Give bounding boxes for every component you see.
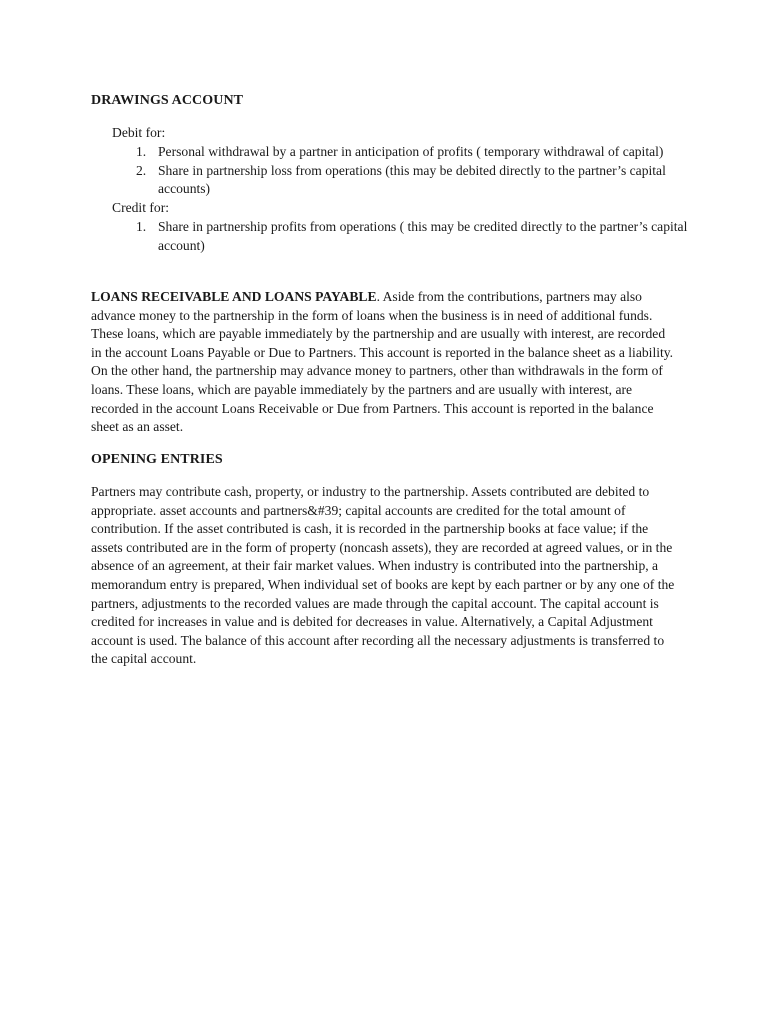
list-item-text: Share in partnership loss from operations (this may be debited directly to the partner’s capital accounts) bbox=[158, 162, 666, 197]
list-item bbox=[112, 143, 692, 162]
list-item bbox=[112, 162, 692, 199]
debit-list bbox=[112, 143, 692, 199]
opening-entries-heading: OPENING ENTRIES bbox=[91, 452, 223, 467]
opening-entries-paragraph: Partners may contribute cash, property, or industry to the partnership. Assets contributed are debited to appropriate. asset accounts and partners&#39; capital accounts are credited for the total amount of contribution. If the asset contributed is cash, it is recorded in the partnership books at face value; if the assets contributed are in the form of property (noncash assets), they are recorded at agreed values, or in the absence of an agreement, at their fair market values. When industry is contributed into the partnership, a memorandum entry is prepared, When individual set of books are kept by each partner or by any one of the partners, adjustments to the recorded values are made through the capital account. The capital account is credited for increases in value and is debited for decreases in value. Alternatively, a Capital Adjustment account is used. The balance of this account after recording all the necessary adjustments is transferred to the capital account. bbox=[91, 484, 675, 667]
list-item-text: Share in partnership profits from operations ( this may be credited directly to the partner’s capital account) bbox=[158, 219, 688, 253]
list-item-number: 2. bbox=[136, 162, 147, 178]
credit-list bbox=[112, 218, 692, 255]
drawings-heading: DRAWINGS ACCOUNT bbox=[91, 93, 244, 108]
debit-label: Debit for: bbox=[112, 125, 166, 140]
loans-body: . Aside from the contributions, partners may also advance money to the partnership in the form of loans when the business is in need of additional funds. These loans, which are payable immediately by the partnership and are usually with interest, are recorded in the account Loans Payable or Due to Partners. This account is reported in the balance sheet as a liability. On the other hand, the partnership may advance money to partners, other than withdrawals in the form of loans. These loans, which are payable immediately by the partners and are usually with interest, are recorded in the account Loans Receivable or Due from Partners. This account is reported in the balance sheet as an asset. bbox=[91, 289, 674, 435]
list-item-number: 1. bbox=[136, 219, 147, 234]
loans-paragraph bbox=[91, 288, 676, 437]
loans-heading: LOANS RECEIVABLE AND LOANS PAYABLE bbox=[91, 289, 377, 304]
list-item-text: Personal withdrawal by a partner in anticipation of profits ( temporary withdrawal of capital) bbox=[158, 144, 664, 159]
credit-label: Credit for: bbox=[112, 200, 170, 215]
list-item-number: 1. bbox=[136, 144, 147, 159]
list-item bbox=[112, 218, 692, 255]
